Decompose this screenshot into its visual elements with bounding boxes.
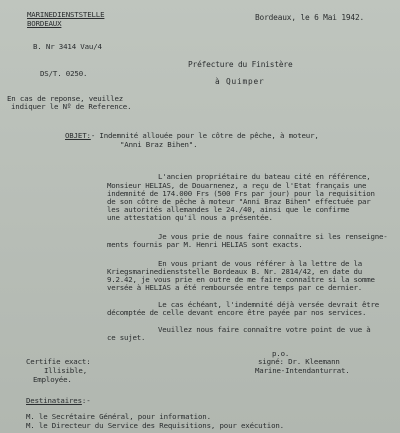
recipient-line1: Préfecture du Finistère: [188, 60, 293, 69]
certified-line3: Employée.: [33, 375, 72, 384]
sender-line2: BORDEAUX: [27, 19, 62, 28]
recipients-heading: [26, 396, 91, 405]
certified-line2: Illisible,: [44, 366, 87, 375]
body-line: ments fournis par M. Henri HELIAS sont exacts.: [107, 240, 303, 249]
sender-line1: MARINEDIENSTSTELLE: [27, 10, 105, 19]
body-line: Monsieur HELIAS, de Douarnenez, a reçu de l'Etat français une: [107, 181, 367, 190]
certified-line1: Certifie exact:: [26, 357, 91, 366]
body-line: L'ancien propriétaire du bateau cité en référence,: [158, 172, 371, 181]
place-date: Bordeaux, le 6 Mai 1942.: [255, 13, 365, 22]
subject-line2: "Anni Braz Bihen".: [120, 140, 198, 149]
body-line: les autorités allemandes le 24./40, ainsi que le confirme: [107, 205, 350, 214]
body-line: ce sujet.: [107, 333, 146, 342]
body-line: Je vous prie de nous faire connaître si les renseigne-: [158, 232, 388, 241]
reply-notice-line2: indiquer le Nº de Reference.: [11, 102, 132, 111]
recipients-line1: M. le Secrétaire Général, pour information.: [26, 412, 211, 421]
body-line: versée à HELIAS a été remboursée entre temps par ce dernier.: [107, 283, 362, 292]
signature-po: p.o.: [272, 349, 290, 358]
recipients-label: Destinataires: [26, 396, 82, 405]
subject-text: - Indemnité allouée pour le côtre de pêche, à moteur,: [90, 131, 319, 140]
signature-title: Marine-Intendanturrat.: [255, 366, 350, 375]
subject-line1: [65, 131, 319, 140]
body-line: une attestation qu'il nous a présentée.: [107, 213, 273, 222]
subject-label: OBJET:: [65, 131, 91, 140]
recipient-line2: à Quimper: [215, 77, 265, 86]
recipients-line2: M. le Directeur du Service des Requisitions, pour exécution.: [26, 421, 284, 430]
body-line: indemnité de 174.000 Frs (500 Frs par jour) pour la requisition: [107, 189, 375, 198]
body-line: Le cas échéant, l'indemnité déjà versée devrait être: [158, 300, 379, 309]
recipients-suffix: :-: [81, 396, 91, 405]
body-line: de son côtre de pêche à moteur "Anni Braz Bihen" effectuée par: [107, 197, 371, 206]
body-line: En vous priant de vous référer à la lettre de la: [158, 259, 362, 268]
sender-ref2: DS/T. 0250.: [40, 69, 88, 78]
reply-notice-line1: En cas de reponse, veuillez: [7, 94, 124, 103]
sender-ref1: B. Nr 3414 Vau/4: [33, 42, 102, 51]
body-line: décomptée de celle devant encore être payée par nos services.: [107, 308, 367, 317]
body-line: 9.2.42, je vous prie en outre de me faire connaître si la somme: [107, 275, 375, 284]
signature-signed: signé: Dr. Kleemann: [258, 357, 340, 366]
body-line: Kriegsmarinedienststelle Bordeaux B. Nr. 2814/42, en date du: [107, 267, 362, 276]
body-line: Veuillez nous faire connaître votre point de vue à: [158, 325, 371, 334]
